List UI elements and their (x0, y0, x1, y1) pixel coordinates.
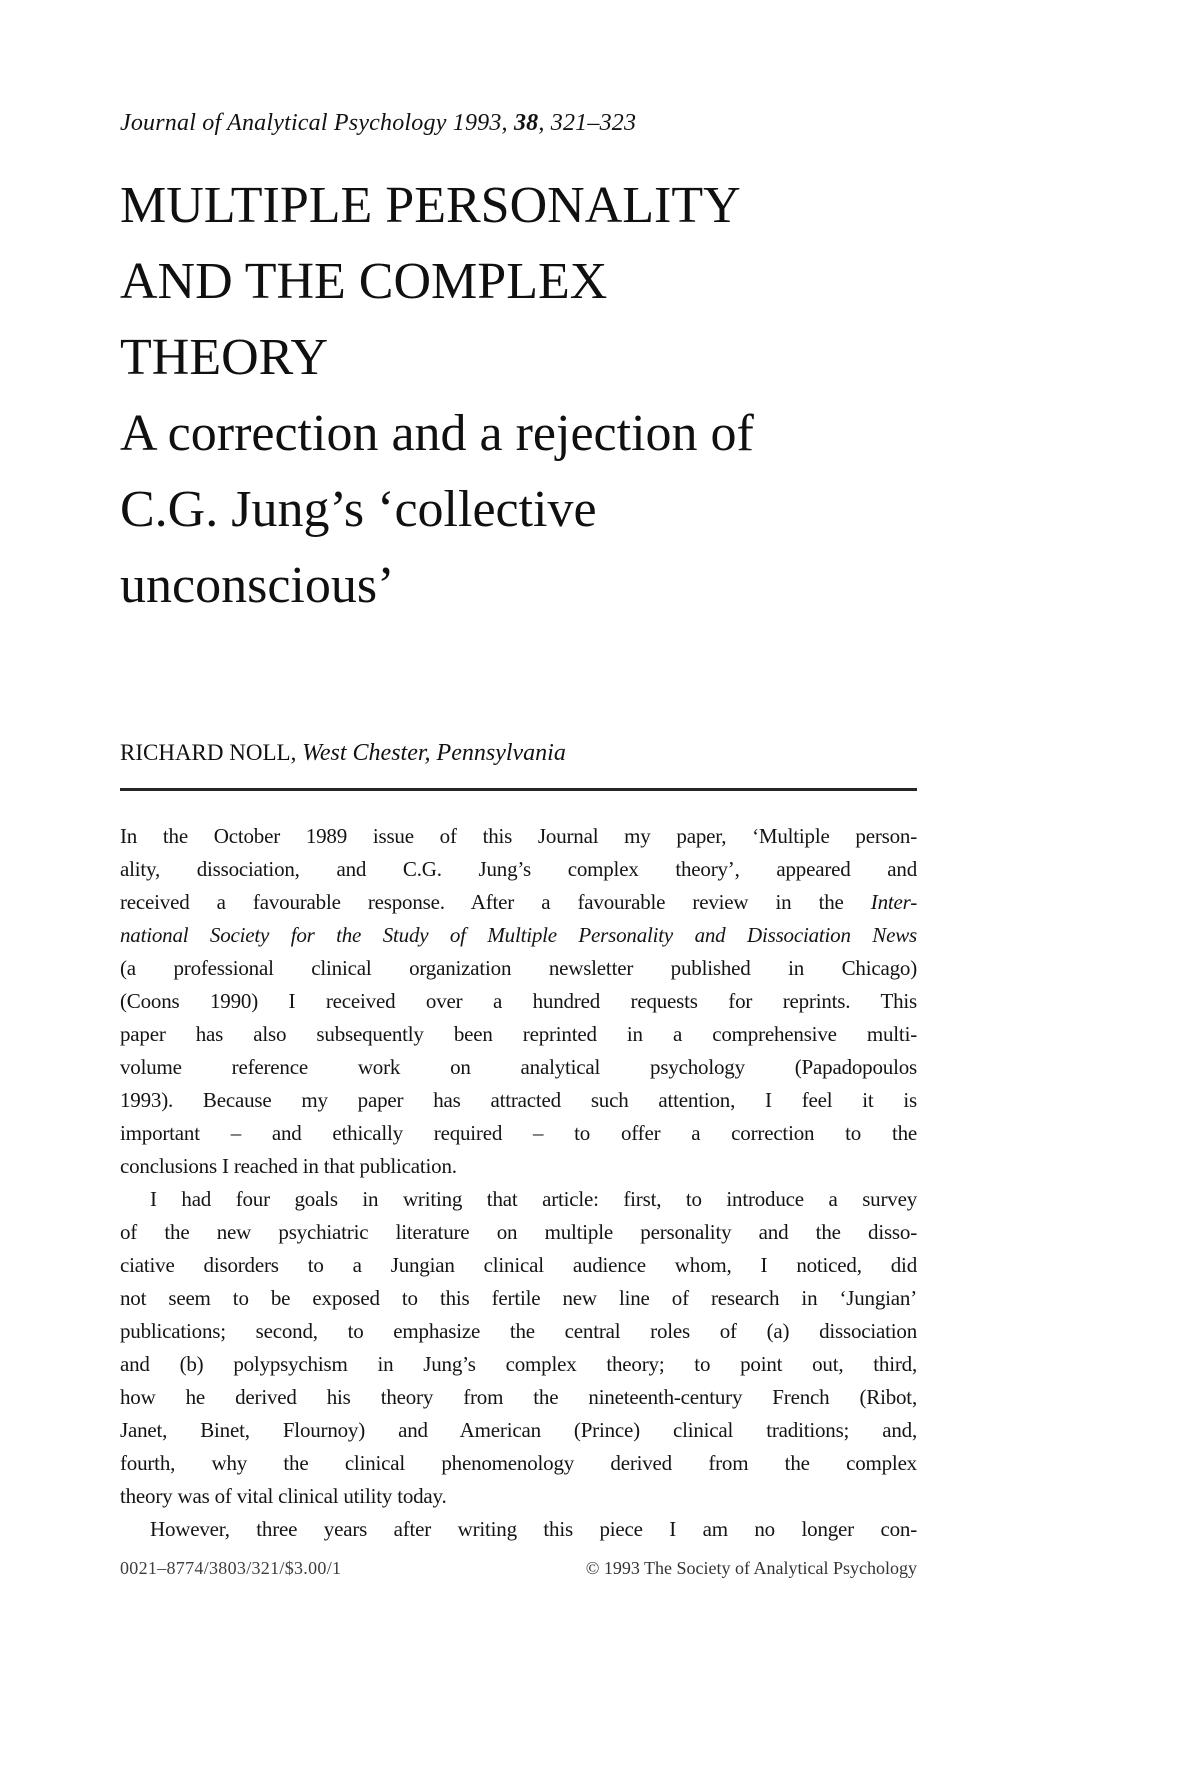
body-line: ciative disorders to a Jungian clinical audience whom, I noticed, did (120, 1253, 917, 1277)
body-line: (a professional clinical organization newsletter published in Chicago) (120, 956, 917, 980)
horizontal-rule (120, 788, 917, 791)
article-subtitle-line: unconscious’ (120, 557, 395, 614)
article-title-line: THEORY (120, 329, 328, 386)
article-subtitle-line: C.G. Jung’s ‘collective (120, 481, 597, 538)
article-subtitle-line: A correction and a rejection of (120, 405, 754, 462)
author-affiliation: West Chester, Pennsylvania (302, 740, 566, 766)
journal-name-issue: Journal of Analytical Psychology 1993, (120, 110, 514, 136)
article-title-line: AND THE COMPLEX (120, 253, 608, 310)
journal-volume: 38 (513, 110, 539, 136)
page-footer (120, 1558, 917, 1579)
body-line: national Society for the Study of Multiple Personality and Dissociation News (120, 923, 917, 947)
body-line: I had four goals in writing that article: first, to introduce a survey (150, 1187, 917, 1211)
body-line: 1993). Because my paper has attracted such attention, I feel it is (120, 1088, 917, 1112)
journal-masthead (120, 110, 920, 137)
author-line (120, 740, 917, 767)
body-line: paper has also subsequently been reprinted in a comprehensive multi- (120, 1022, 917, 1046)
issn-fee-code: 0021–8774/3803/321/$3.00/1 (120, 1558, 342, 1578)
body-line: publications; second, to emphasize the central roles of (a) dissociation (120, 1319, 917, 1343)
body-line: fourth, why the clinical phenomenology derived from the complex (120, 1451, 917, 1475)
copyright-notice: © 1993 The Society of Analytical Psychology (585, 1558, 917, 1578)
article-title-line: MULTIPLE PERSONALITY (120, 177, 741, 234)
author-name: RICHARD NOLL, (120, 740, 297, 765)
body-line: In the October 1989 issue of this Journal my paper, ‘Multiple person- (120, 824, 917, 848)
body-line: volume reference work on analytical psychology (Papadopoulos (120, 1055, 917, 1079)
article-title-block (120, 168, 950, 624)
body-line: how he derived his theory from the nineteenth-century French (Ribot, (120, 1385, 917, 1409)
body-line: of the new psychiatric literature on multiple personality and the disso- (120, 1220, 917, 1244)
body-line-roman: received a favourable response. After a favourable review in the (120, 890, 871, 914)
body-line: not seem to be exposed to this fertile new line of research in ‘Jungian’ (120, 1286, 917, 1310)
journal-page-range: , 321–323 (538, 110, 637, 136)
body-line: ality, dissociation, and C.G. Jung’s complex theory’, appeared and (120, 857, 917, 881)
article-body (120, 820, 917, 1546)
body-line: and (b) polypsychism in Jung’s complex theory; to point out, third, (120, 1352, 917, 1376)
body-line-italic: Inter- (870, 890, 917, 914)
body-line: Janet, Binet, Flournoy) and American (Prince) clinical traditions; and, (120, 1418, 917, 1442)
body-line: theory was of vital clinical utility today. (120, 1484, 447, 1508)
body-line: However, three years after writing this piece I am no longer con- (150, 1517, 917, 1541)
body-line: important – and ethically required – to offer a correction to the (120, 1121, 917, 1145)
body-line (120, 886, 917, 919)
body-line: (Coons 1990) I received over a hundred requests for reprints. This (120, 989, 917, 1013)
body-line: conclusions I reached in that publication. (120, 1154, 457, 1178)
